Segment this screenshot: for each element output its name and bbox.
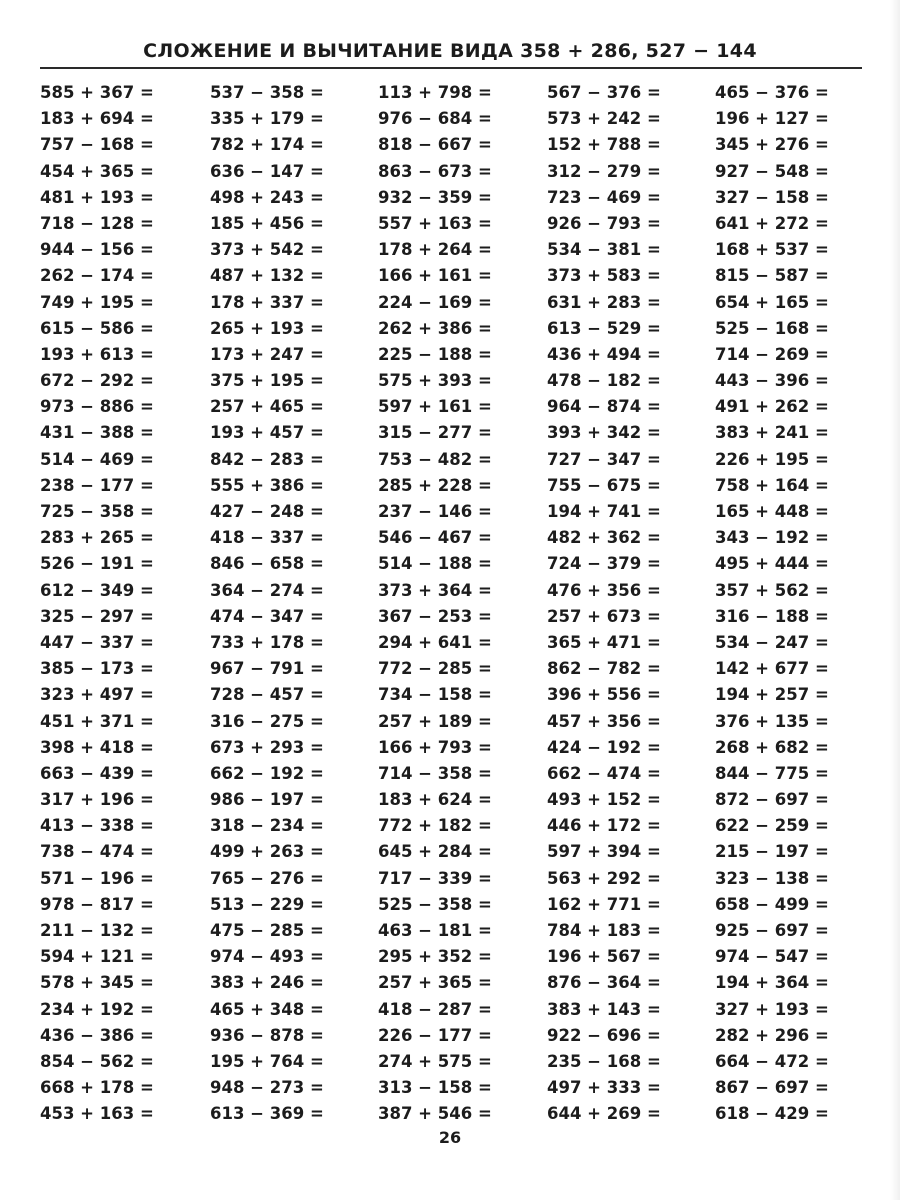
exercise-item: 755 − 675 = (547, 475, 661, 495)
exercise-item: 645 + 284 = (378, 842, 492, 862)
exercise-item: 948 − 273 = (210, 1078, 324, 1098)
exercise-item: 976 − 684 = (378, 109, 492, 129)
exercise-item: 672 − 292 = (40, 371, 154, 391)
exercise-column-3 (378, 80, 548, 1128)
exercise-item: 454 + 365 = (40, 161, 154, 181)
exercise-item: 668 + 178 = (40, 1078, 154, 1098)
exercise-item: 493 + 152 = (547, 790, 661, 810)
exercise-item: 636 − 147 = (210, 161, 324, 181)
exercise-column-5 (715, 80, 885, 1128)
exercise-item: 714 − 358 = (378, 763, 492, 783)
exercise-item: 396 + 556 = (547, 685, 661, 705)
exercise-item: 573 + 242 = (547, 109, 661, 129)
exercise-item: 224 − 169 = (378, 292, 492, 312)
exercise-item: 234 + 192 = (40, 999, 154, 1019)
exercise-item: 194 + 741 = (547, 502, 661, 521)
exercise-item: 644 + 269 = (547, 1104, 661, 1124)
exercise-item: 727 − 347 = (547, 449, 661, 469)
exercise-item: 498 + 243 = (210, 187, 324, 207)
exercise-item: 318 − 234 = (210, 816, 324, 836)
exercise-item: 393 + 342 = (547, 423, 661, 443)
exercise-item: 936 − 878 = (210, 1025, 324, 1045)
exercise-item: 622 − 259 = (715, 816, 829, 836)
exercise-item: 844 − 775 = (715, 763, 829, 783)
exercise-item: 872 − 697 = (715, 790, 829, 810)
exercise-item: 457 + 356 = (547, 711, 661, 731)
exercise-item: 257 + 189 = (378, 711, 492, 731)
exercise-item: 436 − 386 = (40, 1025, 154, 1045)
exercise-item: 772 − 285 = (378, 659, 492, 679)
exercise-item: 717 − 339 = (378, 868, 492, 888)
page-title: СЛОЖЕНИЕ И ВЫЧИТАНИЕ ВИДА 358 + 286, 527 − 144 (143, 40, 757, 62)
exercise-item: 282 + 296 = (715, 1025, 829, 1045)
exercise-item: 285 + 228 = (378, 475, 492, 495)
exercise-item: 424 − 192 = (547, 737, 661, 757)
exercise-item: 317 + 196 = (40, 790, 154, 810)
exercise-item: 927 − 548 = (715, 161, 829, 181)
exercise-item: 373 + 364 = (378, 580, 492, 600)
exercise-item: 323 − 138 = (715, 868, 829, 888)
exercise-item: 312 − 279 = (547, 161, 661, 181)
exercise-item: 383 + 143 = (547, 999, 661, 1019)
exercise-item: 465 − 376 = (715, 83, 829, 102)
exercise-item: 387 + 546 = (378, 1104, 492, 1124)
exercise-item: 673 + 293 = (210, 737, 324, 757)
exercise-item: 757 − 168 = (40, 135, 154, 155)
exercise-item: 597 + 394 = (547, 842, 661, 862)
exercise-item: 481 + 193 = (40, 187, 154, 207)
exercise-columns (0, 80, 900, 1124)
exercise-item: 431 − 388 = (40, 423, 154, 443)
exercise-item: 315 − 277 = (378, 423, 492, 443)
exercise-item: 973 − 886 = (40, 397, 154, 417)
exercise-item: 842 − 283 = (210, 449, 324, 469)
exercise-item: 514 − 469 = (40, 449, 154, 469)
exercise-item: 327 + 193 = (715, 999, 829, 1019)
exercise-item: 555 + 386 = (210, 475, 324, 495)
exercise-item: 733 + 178 = (210, 632, 324, 652)
exercise-item: 152 + 788 = (547, 135, 661, 155)
exercise-item: 557 + 163 = (378, 213, 492, 233)
exercise-item: 585 + 367 = (40, 83, 154, 102)
exercise-item: 546 − 467 = (378, 528, 492, 548)
exercise-item: 443 − 396 = (715, 371, 829, 391)
exercise-item: 478 − 182 = (547, 371, 661, 391)
exercise-item: 178 + 337 = (210, 292, 324, 312)
exercise-item: 663 − 439 = (40, 763, 154, 783)
exercise-item: 165 + 448 = (715, 502, 829, 521)
exercise-item: 534 − 247 = (715, 632, 829, 652)
exercise-item: 364 − 274 = (210, 580, 324, 600)
exercise-item: 974 − 493 = (210, 947, 324, 967)
exercise-item: 463 − 181 = (378, 921, 492, 940)
exercise-item: 183 + 624 = (378, 790, 492, 810)
exercise-item: 343 − 192 = (715, 528, 829, 548)
exercise-item: 427 − 248 = (210, 502, 324, 521)
exercise-item: 226 − 177 = (378, 1025, 492, 1045)
exercise-item: 453 + 163 = (40, 1104, 154, 1124)
exercise-item: 195 + 764 = (210, 1051, 324, 1071)
exercise-item: 784 + 183 = (547, 921, 661, 940)
exercise-item: 926 − 793 = (547, 213, 661, 233)
exercise-item: 235 − 168 = (547, 1051, 661, 1071)
exercise-item: 765 − 276 = (210, 868, 324, 888)
exercise-item: 986 − 197 = (210, 790, 324, 810)
exercise-item: 476 + 356 = (547, 580, 661, 600)
exercise-item: 451 + 371 = (40, 711, 154, 731)
exercise-item: 447 − 337 = (40, 632, 154, 652)
exercise-item: 658 − 499 = (715, 894, 829, 914)
exercise-item: 113 + 798 = (378, 83, 492, 102)
exercise-item: 571 − 196 = (40, 868, 154, 888)
exercise-item: 772 + 182 = (378, 816, 492, 836)
exercise-item: 863 − 673 = (378, 161, 492, 181)
exercise-item: 618 − 429 = (715, 1104, 829, 1124)
exercise-item: 978 − 817 = (40, 894, 154, 914)
exercise-item: 375 + 195 = (210, 371, 324, 391)
exercise-item: 578 + 345 = (40, 973, 154, 993)
exercise-item: 964 − 874 = (547, 397, 661, 417)
exercise-item: 534 − 381 = (547, 240, 661, 260)
exercise-item: 597 + 161 = (378, 397, 492, 417)
exercise-item: 753 − 482 = (378, 449, 492, 469)
exercise-item: 225 − 188 = (378, 344, 492, 364)
exercise-item: 194 + 257 = (715, 685, 829, 705)
exercise-item: 925 − 697 = (715, 921, 829, 940)
exercise-item: 974 − 547 = (715, 947, 829, 967)
exercise-item: 418 − 337 = (210, 528, 324, 548)
exercise-item: 594 + 121 = (40, 947, 154, 967)
page-edge-shadow (890, 0, 900, 1200)
exercise-item: 194 + 364 = (715, 973, 829, 993)
exercise-item: 782 + 174 = (210, 135, 324, 155)
exercise-item: 283 + 265 = (40, 528, 154, 548)
exercise-item: 238 − 177 = (40, 475, 154, 495)
exercise-item: 142 + 677 = (715, 659, 829, 679)
exercise-item: 265 + 193 = (210, 318, 324, 338)
exercise-item: 376 + 135 = (715, 711, 829, 731)
exercise-item: 257 + 465 = (210, 397, 324, 417)
exercise-item: 525 − 358 = (378, 894, 492, 914)
exercise-item: 846 − 658 = (210, 554, 324, 574)
exercise-item: 316 − 188 = (715, 606, 829, 626)
exercise-item: 193 + 613 = (40, 344, 154, 364)
exercise-item: 482 + 362 = (547, 528, 661, 548)
exercise-item: 185 + 456 = (210, 213, 324, 233)
exercise-item: 178 + 264 = (378, 240, 492, 260)
exercise-item: 818 − 667 = (378, 135, 492, 155)
exercise-item: 662 − 192 = (210, 763, 324, 783)
exercise-item: 162 + 771 = (547, 894, 661, 914)
exercise-item: 725 − 358 = (40, 502, 154, 521)
exercise-item: 268 + 682 = (715, 737, 829, 757)
exercise-item: 413 − 338 = (40, 816, 154, 836)
exercise-item: 335 + 179 = (210, 109, 324, 129)
exercise-item: 385 − 173 = (40, 659, 154, 679)
exercise-item: 654 + 165 = (715, 292, 829, 312)
exercise-item: 373 + 542 = (210, 240, 324, 260)
exercise-item: 436 + 494 = (547, 344, 661, 364)
exercise-item: 499 + 263 = (210, 842, 324, 862)
exercise-item: 325 − 297 = (40, 606, 154, 626)
exercise-item: 662 − 474 = (547, 763, 661, 783)
exercise-item: 738 − 474 = (40, 842, 154, 862)
exercise-item: 327 − 158 = (715, 187, 829, 207)
exercise-item: 714 − 269 = (715, 344, 829, 364)
exercise-item: 487 + 132 = (210, 266, 324, 286)
exercise-item: 862 − 782 = (547, 659, 661, 679)
exercise-item: 724 − 379 = (547, 554, 661, 574)
exercise-item: 876 − 364 = (547, 973, 661, 993)
exercise-item: 465 + 348 = (210, 999, 324, 1019)
exercise-item: 446 + 172 = (547, 816, 661, 836)
exercise-item: 723 − 469 = (547, 187, 661, 207)
exercise-item: 567 − 376 = (547, 83, 661, 102)
exercise-item: 215 − 197 = (715, 842, 829, 862)
exercise-item: 262 + 386 = (378, 318, 492, 338)
exercise-item: 166 + 161 = (378, 266, 492, 286)
exercise-item: 497 + 333 = (547, 1078, 661, 1098)
exercise-item: 613 − 369 = (210, 1104, 324, 1124)
exercise-item: 193 + 457 = (210, 423, 324, 443)
exercise-item: 513 − 229 = (210, 894, 324, 914)
exercise-item: 718 − 128 = (40, 213, 154, 233)
exercise-item: 313 − 158 = (378, 1078, 492, 1098)
exercise-column-1 (40, 80, 210, 1128)
page-number: 26 (438, 1128, 462, 1147)
exercise-item: 932 − 359 = (378, 187, 492, 207)
exercise-column-4 (547, 80, 717, 1128)
exercise-item: 491 + 262 = (715, 397, 829, 417)
exercise-item: 196 + 567 = (547, 947, 661, 967)
exercise-item: 196 + 127 = (715, 109, 829, 129)
exercise-item: 525 − 168 = (715, 318, 829, 338)
exercise-column-2 (210, 80, 380, 1128)
exercise-item: 631 + 283 = (547, 292, 661, 312)
exercise-item: 383 + 241 = (715, 423, 829, 443)
exercise-item: 373 + 583 = (547, 266, 661, 286)
exercise-item: 967 − 791 = (210, 659, 324, 679)
exercise-item: 345 + 276 = (715, 135, 829, 155)
exercise-item: 615 − 586 = (40, 318, 154, 338)
exercise-item: 734 − 158 = (378, 685, 492, 705)
exercise-item: 295 + 352 = (378, 947, 492, 967)
exercise-item: 526 − 191 = (40, 554, 154, 574)
exercise-item: 294 + 641 = (378, 632, 492, 652)
exercise-item: 211 − 132 = (40, 921, 154, 940)
exercise-item: 854 − 562 = (40, 1051, 154, 1071)
exercise-item: 257 + 365 = (378, 973, 492, 993)
exercise-item: 418 − 287 = (378, 999, 492, 1019)
exercise-item: 749 + 195 = (40, 292, 154, 312)
exercise-item: 575 + 393 = (378, 371, 492, 391)
exercise-item: 641 + 272 = (715, 213, 829, 233)
exercise-item: 495 + 444 = (715, 554, 829, 574)
exercise-item: 365 + 471 = (547, 632, 661, 652)
exercise-item: 758 + 164 = (715, 475, 829, 495)
exercise-item: 664 − 472 = (715, 1051, 829, 1071)
exercise-item: 563 + 292 = (547, 868, 661, 888)
exercise-item: 537 − 358 = (210, 83, 324, 102)
exercise-item: 514 − 188 = (378, 554, 492, 574)
exercise-item: 168 + 537 = (715, 240, 829, 260)
title-rule (40, 67, 862, 69)
exercise-item: 612 − 349 = (40, 580, 154, 600)
exercise-item: 262 − 174 = (40, 266, 154, 286)
exercise-item: 257 + 673 = (547, 606, 661, 626)
exercise-item: 475 − 285 = (210, 921, 324, 940)
exercise-item: 613 − 529 = (547, 318, 661, 338)
exercise-item: 922 − 696 = (547, 1025, 661, 1045)
exercise-item: 357 + 562 = (715, 580, 829, 600)
exercise-item: 728 − 457 = (210, 685, 324, 705)
exercise-item: 944 − 156 = (40, 240, 154, 260)
exercise-item: 274 + 575 = (378, 1051, 492, 1071)
exercise-item: 316 − 275 = (210, 711, 324, 731)
exercise-item: 323 + 497 = (40, 685, 154, 705)
exercise-item: 237 − 146 = (378, 502, 492, 521)
exercise-item: 398 + 418 = (40, 737, 154, 757)
exercise-item: 166 + 793 = (378, 737, 492, 757)
exercise-item: 815 − 587 = (715, 266, 829, 286)
exercise-item: 474 − 347 = (210, 606, 324, 626)
exercise-item: 183 + 694 = (40, 109, 154, 129)
exercise-item: 226 + 195 = (715, 449, 829, 469)
exercise-item: 383 + 246 = (210, 973, 324, 993)
exercise-item: 367 − 253 = (378, 606, 492, 626)
exercise-item: 867 − 697 = (715, 1078, 829, 1098)
exercise-item: 173 + 247 = (210, 344, 324, 364)
